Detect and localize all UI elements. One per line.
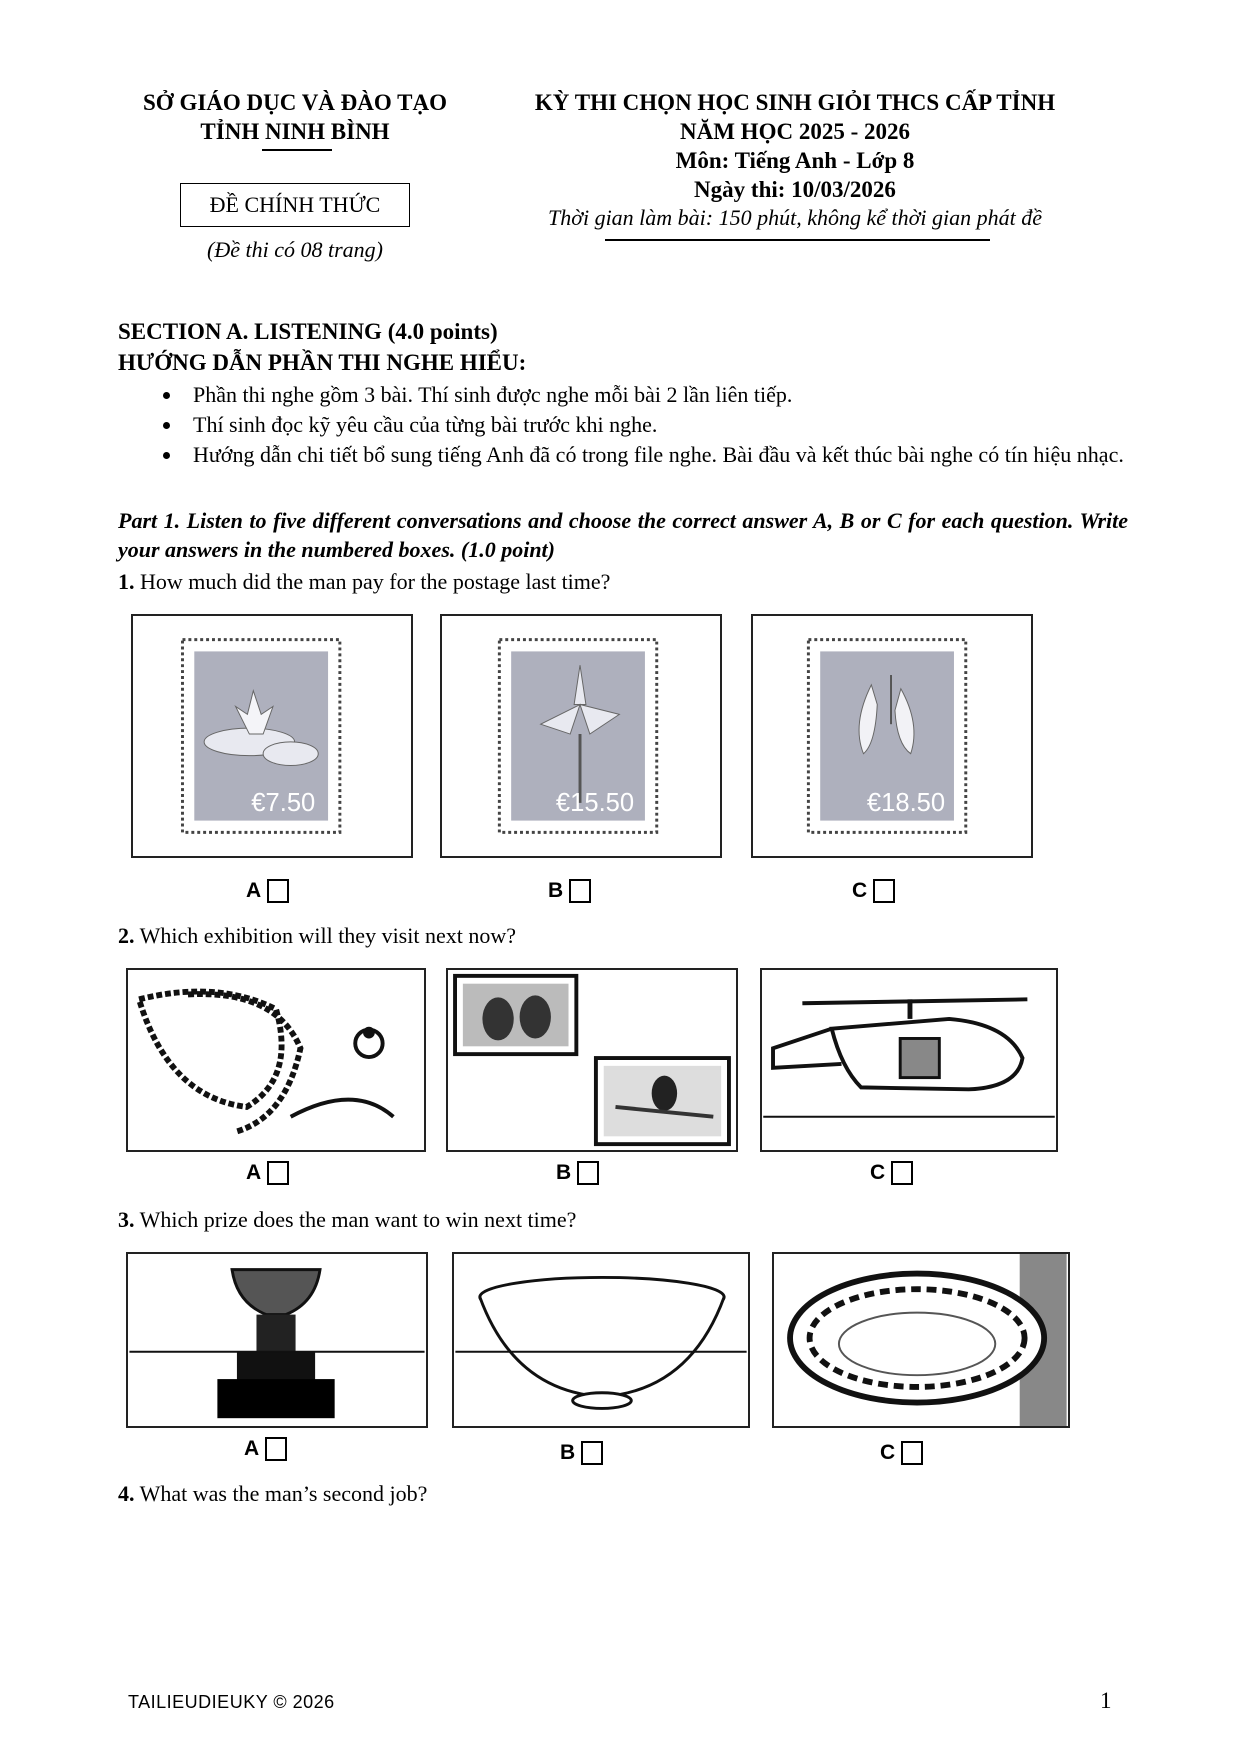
option-a-lily-stamp-image	[131, 614, 413, 858]
q3-option-b[interactable]	[560, 1440, 603, 1466]
option-c-decorated-plate-image	[772, 1252, 1070, 1428]
q1-option-c[interactable]	[852, 878, 895, 904]
q2-option-a[interactable]	[246, 1160, 289, 1186]
question-text: Which exhibition will they visit next now?	[139, 923, 516, 948]
q1-option-a[interactable]	[246, 878, 289, 904]
question-4	[118, 1480, 427, 1508]
question-2	[118, 922, 516, 950]
question-1	[118, 568, 610, 596]
department-line-2: TỈNH NINH BÌNH	[200, 119, 390, 144]
option-letter: B	[548, 879, 564, 902]
footer-brand: TAILIEUDIEUKY © 2026	[128, 1692, 335, 1712]
option-c-fuchsia-stamp-image	[751, 614, 1033, 858]
question-text: What was the man’s second job?	[139, 1481, 428, 1506]
answer-checkbox[interactable]	[569, 879, 591, 903]
option-letter: A	[246, 1161, 262, 1184]
answer-checkbox[interactable]	[265, 1437, 287, 1461]
stamp-price-c: €18.50	[866, 788, 946, 817]
guide-bullet: Phần thi nghe gồm 3 bài. Thí sinh được nghe mỗi bài 2 lần liên tiếp.	[118, 380, 1128, 410]
option-b-glass-bowl-image	[452, 1252, 750, 1428]
option-b-bird-paintings-image	[446, 968, 738, 1152]
q2-option-c[interactable]	[870, 1160, 913, 1186]
guide-title: HƯỚNG DẪN PHẦN THI NGHE HIỂU:	[118, 350, 527, 375]
option-letter: B	[560, 1441, 576, 1464]
page-count-note: (Đề thi có 08 trang)	[207, 237, 383, 262]
option-a-jewellery-image	[126, 968, 426, 1152]
option-letter: B	[556, 1161, 572, 1184]
exam-header	[495, 88, 1095, 232]
exam-header-underline	[605, 239, 990, 241]
question-number: 1.	[118, 569, 135, 594]
department-underline	[262, 149, 332, 151]
q1-option-b[interactable]	[548, 878, 591, 904]
option-letter: A	[246, 879, 262, 902]
option-letter: C	[880, 1441, 896, 1464]
page-number: 1	[1100, 1688, 1112, 1713]
question-number: 4.	[118, 1481, 135, 1506]
option-b-iris-stamp-image	[440, 614, 722, 858]
answer-checkbox[interactable]	[891, 1161, 913, 1185]
option-c-helicopter-image	[760, 968, 1058, 1152]
exam-title: KỲ THI CHỌN HỌC SINH GIỎI THCS CẤP TỈNH	[534, 90, 1056, 115]
question-number: 3.	[118, 1207, 135, 1232]
q3-option-a[interactable]	[244, 1436, 287, 1462]
department-header	[115, 88, 475, 146]
guide-bullet: Thí sinh đọc kỹ yêu cầu của từng bài trước khi nghe.	[118, 410, 1128, 440]
subject: Môn: Tiếng Anh - Lớp 8	[675, 148, 915, 173]
question-3	[118, 1206, 576, 1234]
guide-bullets	[118, 380, 1128, 470]
answer-checkbox[interactable]	[581, 1441, 603, 1465]
option-letter: C	[852, 879, 868, 902]
answer-checkbox[interactable]	[577, 1161, 599, 1185]
department-line-1: SỞ GIÁO DỤC VÀ ĐÀO TẠO	[143, 90, 447, 115]
question-text: How much did the man pay for the postage last time?	[140, 569, 611, 594]
answer-checkbox[interactable]	[873, 879, 895, 903]
section-title: SECTION A. LISTENING (4.0 points)	[118, 319, 498, 344]
option-a-trophy-cup-image	[126, 1252, 428, 1428]
guide-bullet: Hướng dẫn chi tiết bổ sung tiếng Anh đã có trong file nghe. Bài đầu và kết thúc bài nghe có tín hiệu nhạc.	[118, 440, 1128, 470]
official-exam-label: ĐỀ CHÍNH THỨC	[180, 183, 410, 227]
q2-option-b[interactable]	[556, 1160, 599, 1186]
option-letter: C	[870, 1161, 886, 1184]
exam-date: Ngày thi: 10/03/2026	[694, 177, 896, 202]
q3-option-c[interactable]	[880, 1440, 923, 1466]
option-letter: A	[244, 1437, 260, 1460]
exam-duration: Thời gian làm bài: 150 phút, không kể thời gian phát đề	[547, 205, 1042, 230]
question-text: Which prize does the man want to win next time?	[139, 1207, 577, 1232]
answer-checkbox[interactable]	[267, 1161, 289, 1185]
answer-checkbox[interactable]	[267, 879, 289, 903]
part1-instruction: Part 1. Listen to five different conversations and choose the correct answer A, B or C for each question. Write your answers in the numbered boxes. (1.0 point)	[118, 508, 1128, 562]
school-year: NĂM HỌC 2025 - 2026	[680, 119, 910, 144]
stamp-price-b: €15.50	[555, 788, 635, 817]
question-number: 2.	[118, 923, 135, 948]
stamp-price-a: €7.50	[251, 788, 316, 817]
answer-checkbox[interactable]	[901, 1441, 923, 1465]
